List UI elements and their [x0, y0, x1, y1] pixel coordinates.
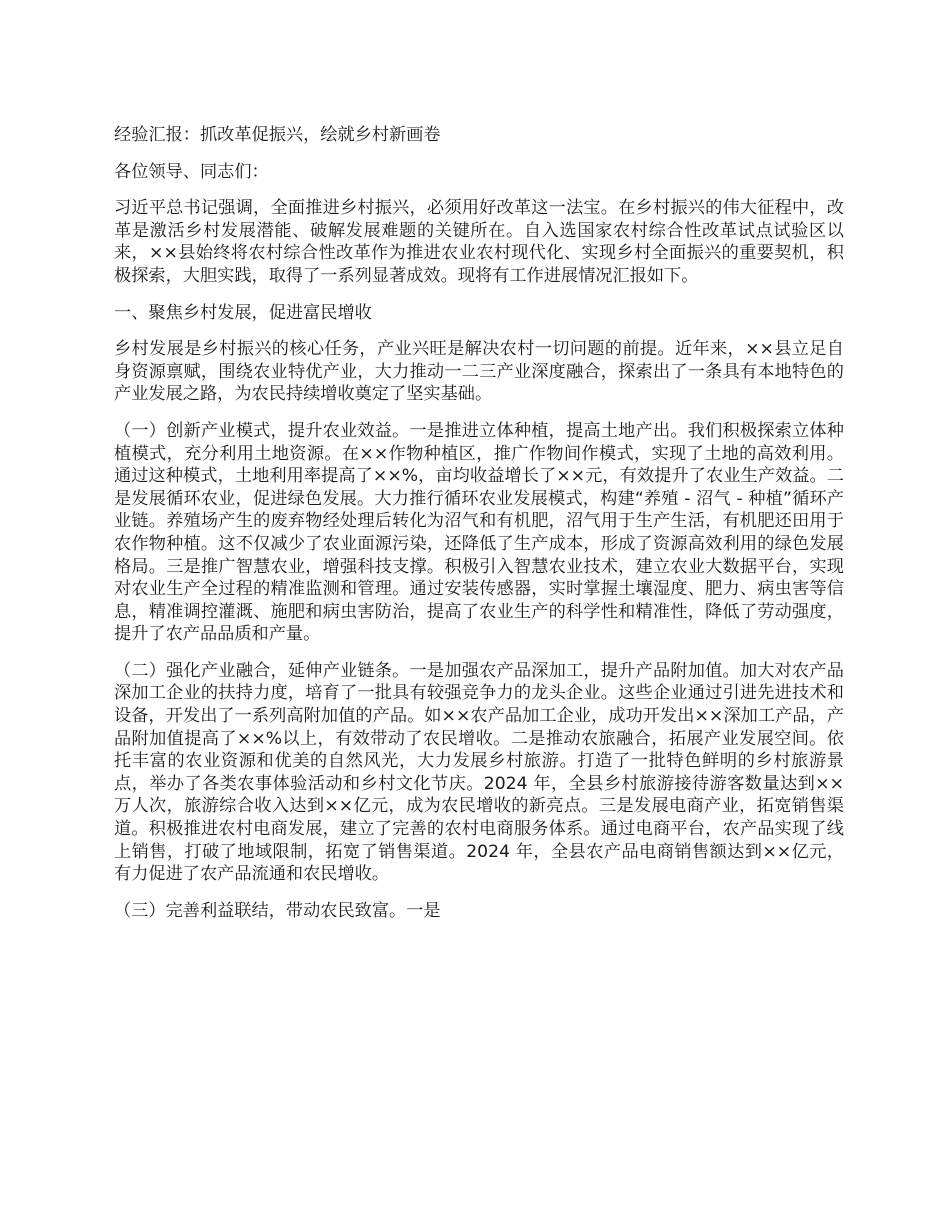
- subsection-paragraph-3: （三）完善利益联结，带动农民致富。一是: [114, 900, 441, 921]
- document-title: 经验汇报：抓改革促振兴，绘就乡村新画卷: [114, 125, 441, 145]
- salutation: 各位领导、同志们：: [114, 161, 269, 182]
- intro-paragraph: 习近平总书记强调，全面推进乡村振兴，必须用好改革这一法宝。在乡村振兴的伟大征程中，改革是激活乡村发展潜能、破解发展难题的关键所在。自入选国家农村综合性改革试点试验区以来，××县始终将农村综合性改革作为推进农业农村现代化、实现乡村全面振兴的重要契机，积极探索，大胆实践，取得了一系列显著成效。现将有工作进展情况汇报如下。: [114, 198, 844, 286]
- section-intro-paragraph: 乡村发展是乡村振兴的核心任务，产业兴旺是解决农村一切问题的前提。近年来，××县立足自身资源禀赋，围绕农业特优产业，大力推动一二三产业深度融合，探索出了一条具有本地特色的产业发展之路，为农民持续增收奠定了坚实基础。: [114, 339, 844, 405]
- subsection-paragraph-1: （一）创新产业模式，提升农业效益。一是推进立体种植，提高土地产出。我们积极探索立体种植模式，充分利用土地资源。在××作物种植区，推广作物间作模式，实现了土地的高效利用。通过这种模式，土地利用率提高了××%，亩均收益增长了××元，有效提升了农业生产效益。二是发展循环农业，促进绿色发展。大力推行循环农业发展模式，构建“养殖 - 沼气 - 种植”循环产业链。养殖场产生的废弃物经处理后转化为沼气和有机肥，沼气用于生产生活，有机肥还田用于农作物种植。这不仅减少了农业面源污染，还降低了生产成本，形成了资源高效利用的绿色发展格局。三是推广智慧农业，增强科技支撑。积极引入智慧农业技术，建立农业大数据平台，实现对农业生产全过程的精准监测和管理。通过安装传感器，实时掌握土壤湿度、肥力、病虫害等信息，精准调控灌溉、施肥和病虫害防治，提高了农业生产的科学性和精准性，降低了劳动强度，提升了农产品品质和产量。: [114, 420, 844, 645]
- document-page: [114, 124, 844, 936]
- section-heading: 一、聚焦乡村发展，促进富民增收: [114, 302, 372, 323]
- subsection-paragraph-2: （二）强化产业融合，延伸产业链条。一是加强农产品深加工，提升产品附加值。加大对农产品深加工企业的扶持力度，培育了一批具有较强竞争力的龙头企业。这些企业通过引进先进技术和设备，开发出了一系列高附加值的产品。如××农产品加工企业，成功开发出××深加工产品，产品附加值提高了××%以上，有效带动了农民增收。二是推动农旅融合，拓展产业发展空间。依托丰富的农业资源和优美的自然风光，大力发展乡村旅游。打造了一批特色鲜明的乡村旅游景点，举办了各类农事体验活动和乡村文化节庆。2024 年，全县乡村旅游接待游客数量达到××万人次，旅游综合收入达到××亿元，成为农民增收的新亮点。三是发展电商产业，拓宽销售渠道。积极推进农村电商发展，建立了完善的农村电商服务体系。通过电商平台，农产品实现了线上销售，打破了地域限制，拓宽了销售渠道。2024 年，全县农产品电商销售额达到××亿元，有力促进了农产品流通和农民增收。: [114, 660, 844, 885]
